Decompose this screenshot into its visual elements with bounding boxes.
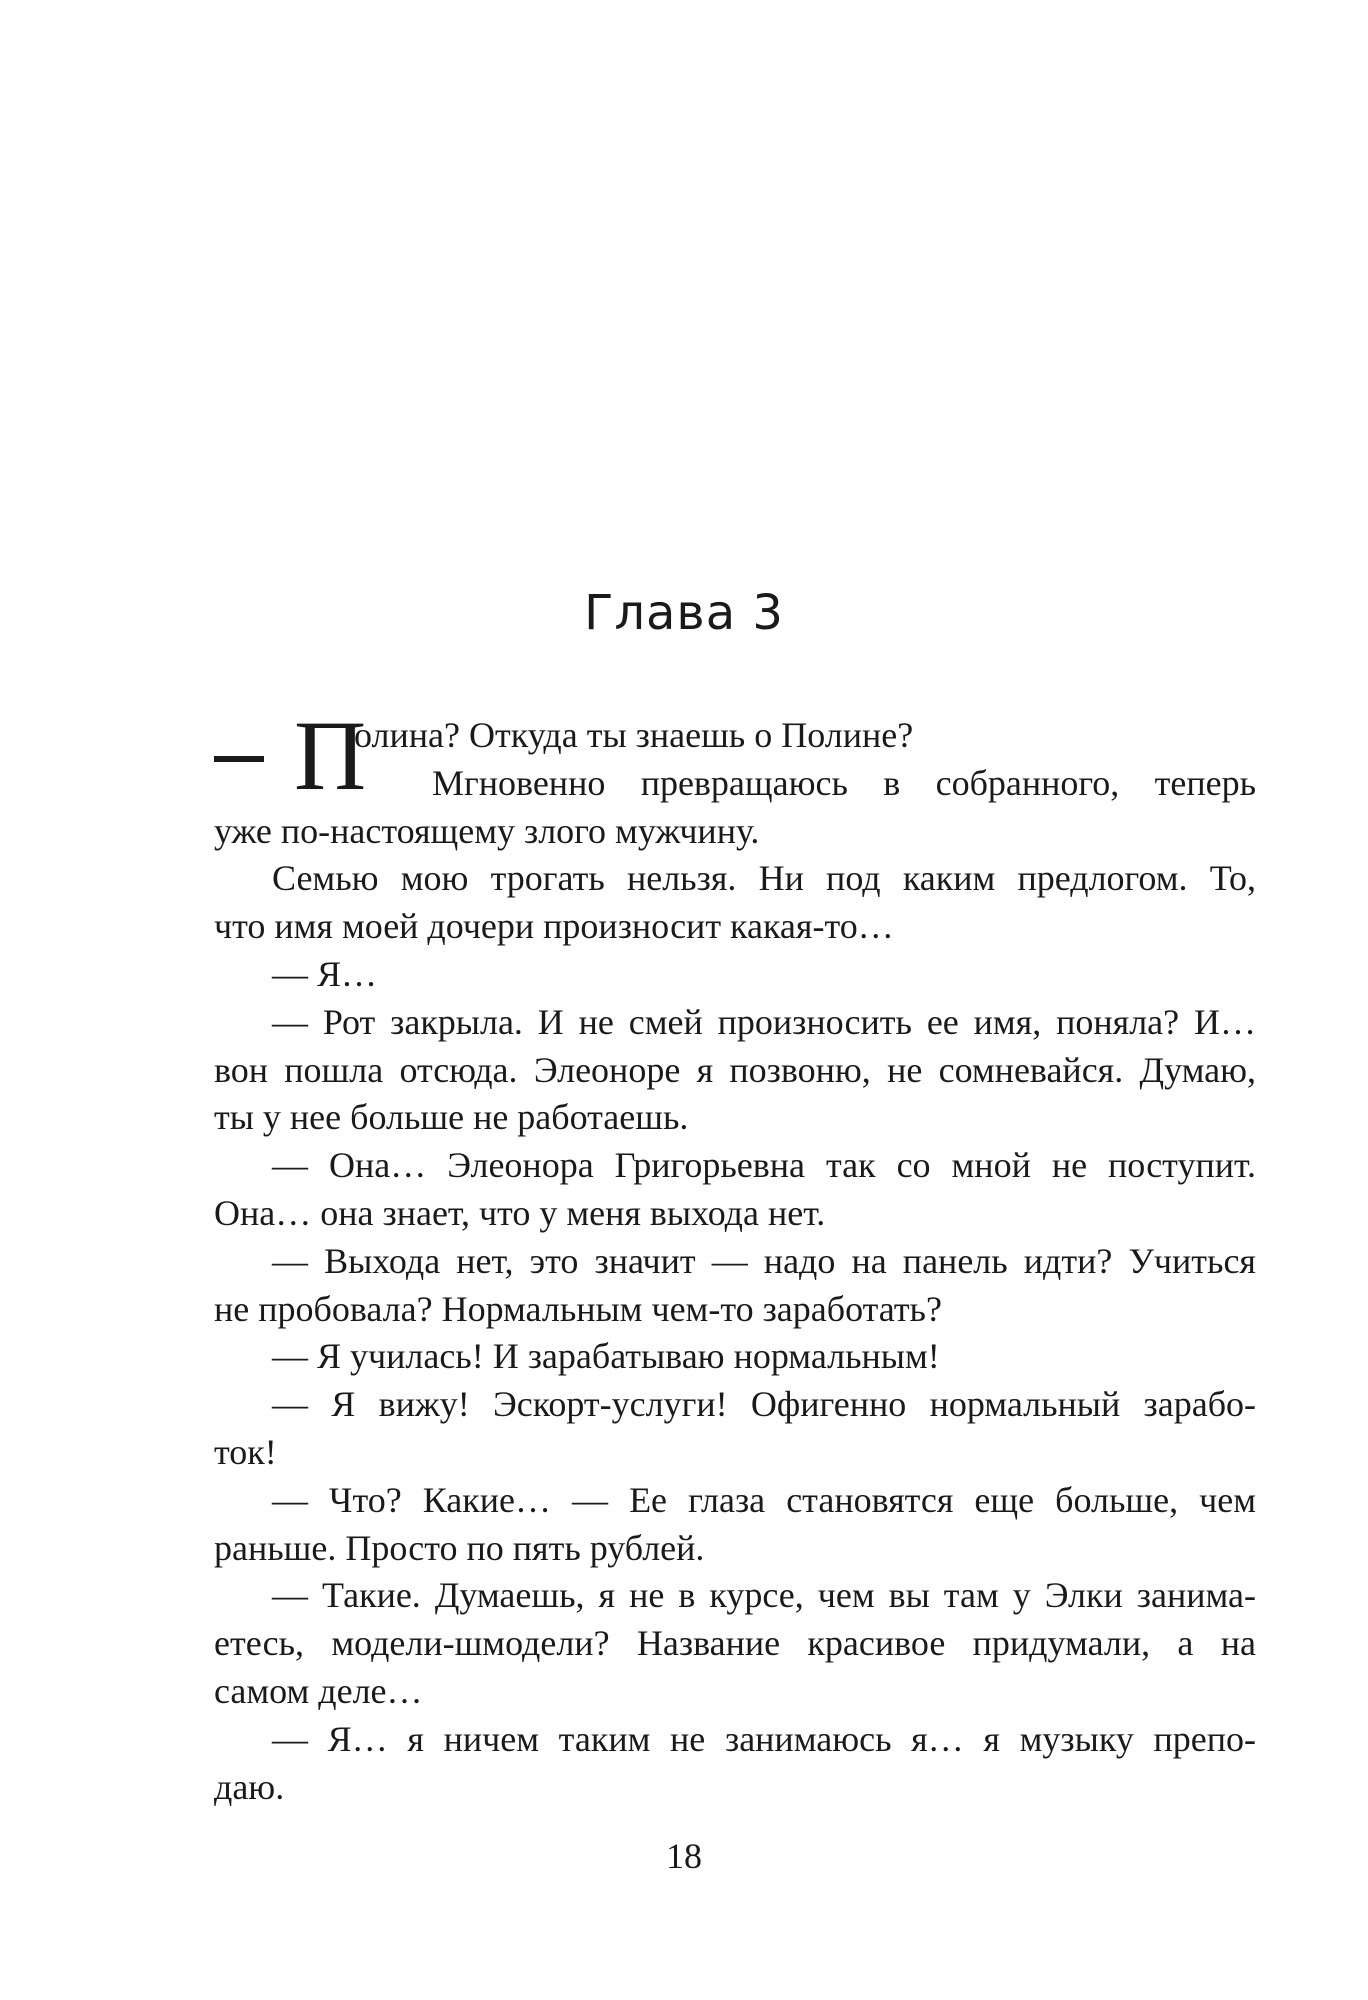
dropcap-dash <box>214 756 264 762</box>
body-text <box>214 700 1256 1811</box>
text-line: вон пошла отсюда. Элеоноре я позвоню, не сомневайся. Думаю, <box>214 1049 1256 1090</box>
text-line: Семью мою трогать нельзя. Ни под каким предлогом. То, <box>272 858 1256 899</box>
text-line: ток! <box>214 1431 277 1472</box>
opening-paragraph <box>214 700 1256 811</box>
text-line: Мгновенно превращаюсь в собранного, теперь <box>432 762 1256 803</box>
text-line: — Я… я ничем таким не занимаюсь я… я музыку препо- <box>272 1718 1256 1759</box>
text-line: что имя моей дочери произносит какая-то… <box>214 906 894 947</box>
text-line: — Что? Какие… — Ее глаза становятся еще больше, чем <box>272 1479 1256 1520</box>
text-line: самом деле… <box>214 1670 423 1711</box>
text-line: — Такие. Думаешь, я не в курсе, чем вы там у Элки занима- <box>272 1575 1256 1616</box>
dropcap-letter: П <box>294 700 367 811</box>
text-line: уже по-настоящему злого мужчину. <box>214 810 760 851</box>
text-line: не пробовала? Нормальным чем-то заработать? <box>214 1288 942 1329</box>
text-line: Она… она знает, что у меня выхода нет. <box>214 1192 826 1233</box>
page-number: 18 <box>666 1836 702 1876</box>
text-line: етесь, модели-шмодели? Название красивое придумали, а на <box>214 1623 1256 1664</box>
text-line: — Рот закрыла. И не смей произносить ее имя, поняла? И… <box>272 1001 1256 1042</box>
text-line: — Я… <box>272 953 378 994</box>
text-line: даю. <box>214 1766 285 1807</box>
text-line: — Выхода нет, это значит — надо на панель идти? Учиться <box>272 1240 1256 1281</box>
text-line: — Она… Элеонора Григорьевна так со мной не поступит. <box>272 1145 1256 1186</box>
text-line: раньше. Просто по пять рублей. <box>214 1527 705 1568</box>
text-line: — Я вижу! Эскорт-услуги! Офигенно нормальный зарабо- <box>272 1384 1256 1425</box>
text-line: олина? Откуда ты знаешь о Полине? <box>354 715 914 755</box>
text-line: ты у нее больше не работаешь. <box>214 1097 689 1138</box>
text-line: — Я училась! И зарабатываю нормальным! <box>272 1336 940 1377</box>
chapter-title: Глава 3 <box>584 585 784 641</box>
